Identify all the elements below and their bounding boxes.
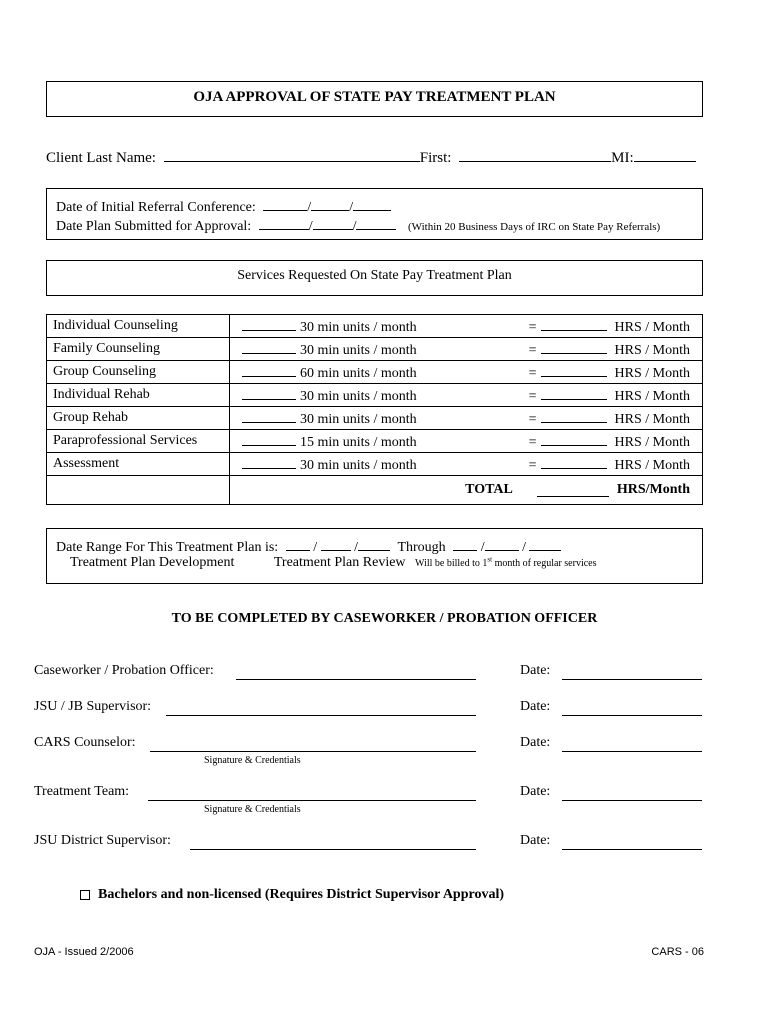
signature-row [34,735,714,771]
date-line[interactable] [562,665,702,680]
hours-per-month: HRS / Month [614,457,690,473]
service-row [47,430,703,453]
service-name: Family Counseling [47,338,230,361]
client-name-row [46,147,696,167]
hours-per-month: HRS / Month [614,411,690,427]
date-range-end-day[interactable] [485,536,519,551]
date-label: Date: [520,784,551,799]
total-blank-cell [47,476,230,505]
signature-row [34,699,714,735]
total-unit: HRS/Month [616,482,690,497]
total-row [47,476,703,505]
bachelors-checkbox-label: Bachelors and non-licensed (Requires District Supervisor Approval) [98,887,505,902]
submission-deadline-note: (Within 20 Business Days of IRC on State Pay Referrals) [407,221,661,233]
hours-input-line[interactable] [541,340,607,354]
date-range-end-year[interactable] [529,536,561,551]
hours-per-month: HRS / Month [614,342,690,358]
date-slash: / [307,200,312,215]
date-label: Date: [520,699,551,714]
service-name: Group Counseling [47,361,230,384]
date-slash: / [349,200,354,215]
service-units: 15 min units / month [300,434,417,450]
service-row [47,407,703,430]
plan-submitted-label: Date Plan Submitted for Approval: [56,219,252,234]
service-units: 30 min units / month [300,342,417,358]
service-units-cell [230,407,703,430]
signature-line[interactable] [148,786,476,801]
billing-note-superscript: st [487,555,493,564]
service-row [47,338,703,361]
hours-input-line[interactable] [541,455,607,469]
signature-label: Caseworker / Probation Officer: [34,663,214,678]
service-name: Group Rehab [47,407,230,430]
signature-label: CARS Counselor: [34,735,136,750]
client-last-name-label: Client Last Name: [46,150,156,166]
date-label: Date: [520,663,551,678]
billing-note-end: month of regular services [492,558,597,569]
hours-input-line[interactable] [541,409,607,423]
signature-line[interactable] [166,701,476,716]
service-row [47,361,703,384]
signature-row [34,833,714,869]
initial-referral-month[interactable] [263,196,307,211]
hours-input-line[interactable] [541,432,607,446]
date-slash: / [313,540,318,555]
equals-sign: = [528,411,537,427]
equals-sign: = [528,365,537,381]
equals-sign: = [528,434,537,450]
hours-per-month: HRS / Month [614,319,690,335]
plan-type-row [70,555,597,571]
units-input-line[interactable] [242,340,296,354]
service-units: 30 min units / month [300,411,417,427]
equals-sign: = [528,319,537,335]
units-input-line[interactable] [242,455,296,469]
service-row [47,384,703,407]
initial-referral-row [56,196,391,216]
treatment-plan-review: Treatment Plan Review [273,555,406,570]
signature-credentials-note: Signature & Credentials [204,804,301,815]
plan-submitted-year[interactable] [356,215,396,230]
signature-row [34,663,714,699]
signature-credentials-note: Signature & Credentials [204,755,301,766]
date-range-end-month[interactable] [453,536,477,551]
initial-referral-year[interactable] [353,196,391,211]
hours-per-month: HRS / Month [614,365,690,381]
client-last-name-field[interactable] [164,147,420,162]
through-label: Through [397,540,446,555]
footer-issued: OJA - Issued 2/2006 [34,946,134,958]
hours-input-line[interactable] [541,386,607,400]
date-slash: / [522,540,526,555]
form-title: OJA APPROVAL OF STATE PAY TREATMENT PLAN [193,89,556,105]
equals-sign: = [528,388,537,404]
services-table [46,314,703,505]
bachelors-checkbox[interactable] [80,890,90,900]
plan-submitted-day[interactable] [313,215,353,230]
service-units-cell [230,361,703,384]
hours-input-line[interactable] [541,363,607,377]
treatment-plan-development: Treatment Plan Development [70,555,235,570]
signature-line[interactable] [190,835,476,850]
date-line[interactable] [562,701,702,716]
service-units: 30 min units / month [300,457,417,473]
service-units-cell [230,384,703,407]
footer-form-code: CARS - 06 [651,946,704,958]
service-name: Individual Rehab [47,384,230,407]
plan-submitted-row [56,215,660,235]
equals-sign: = [528,457,537,473]
signature-label: JSU District Supervisor: [34,833,171,848]
date-slash: / [308,219,313,234]
plan-submitted-month[interactable] [259,215,309,230]
bachelors-checkbox-row [80,887,504,903]
service-row [47,453,703,476]
units-input-line[interactable] [242,386,296,400]
units-input-line[interactable] [242,432,296,446]
service-name: Individual Counseling [47,315,230,338]
date-slash: / [354,540,358,555]
service-units-cell [230,453,703,476]
billing-note-start: Will be billed to 1 [415,558,488,569]
date-line[interactable] [562,786,702,801]
units-input-line[interactable] [242,317,296,331]
date-slash: / [480,540,485,555]
services-header: Services Requested On State Pay Treatment Plan [237,268,512,283]
total-cell [230,476,703,505]
units-input-line[interactable] [242,363,296,377]
service-name: Assessment [47,453,230,476]
date-range-start-day[interactable] [321,536,351,551]
date-slash: / [352,219,357,234]
service-units-cell [230,430,703,453]
service-units-cell [230,315,703,338]
initial-referral-day[interactable] [311,196,349,211]
total-hours-line[interactable] [537,483,609,497]
service-units: 30 min units / month [300,319,417,335]
units-input-line[interactable] [242,409,296,423]
date-range-row [56,536,561,556]
signature-label: Treatment Team: [34,784,130,799]
service-units: 60 min units / month [300,365,417,381]
hours-per-month: HRS / Month [614,388,690,404]
service-name: Paraprofessional Services [47,430,230,453]
signature-line[interactable] [150,737,476,752]
client-first-name-field[interactable] [459,147,611,162]
client-mi-field[interactable] [634,147,696,162]
hours-input-line[interactable] [541,317,607,331]
date-line[interactable] [562,737,702,752]
service-units: 30 min units / month [300,388,417,404]
date-label: Date: [520,833,551,848]
signature-row [34,784,714,820]
billing-note [415,555,597,569]
service-units-cell [230,338,703,361]
equals-sign: = [528,342,537,358]
signature-line[interactable] [236,665,476,680]
initial-referral-label: Date of Initial Referral Conference: [56,200,256,215]
date-range-start-month[interactable] [286,536,310,551]
date-line[interactable] [562,835,702,850]
hours-per-month: HRS / Month [614,434,690,450]
total-label: TOTAL [465,482,513,497]
client-first-label: First: [419,150,452,166]
signature-label: JSU / JB Supervisor: [34,699,152,714]
client-mi-label: MI: [611,150,634,166]
service-row [47,315,703,338]
caseworker-section-heading: TO BE COMPLETED BY CASEWORKER / PROBATION OFFICER [171,611,598,626]
date-label: Date: [520,735,551,750]
date-range-label: Date Range For This Treatment Plan is: [56,540,279,555]
date-range-start-year[interactable] [358,536,390,551]
